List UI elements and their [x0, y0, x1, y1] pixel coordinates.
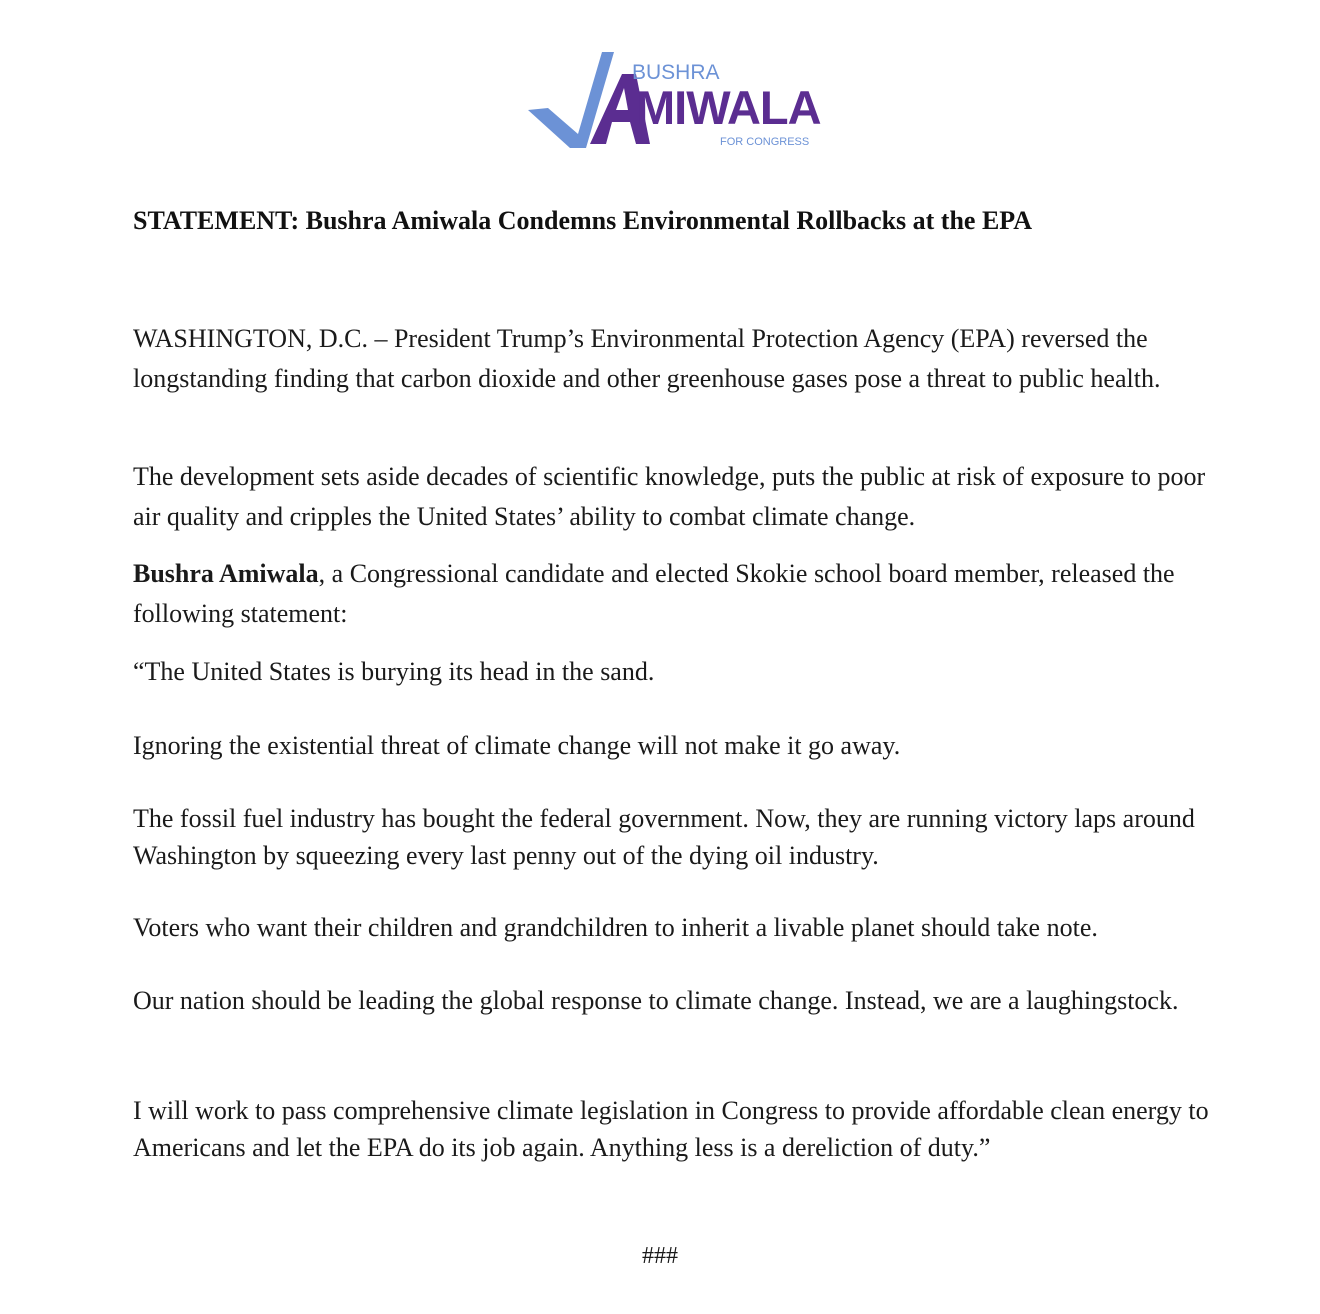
campaign-logo	[526, 48, 822, 152]
development-paragraph: The development sets aside decades of scientific knowledge, puts the public at risk of exposure to poor air quality and cripples the United States’ ability to combat climate change.	[133, 462, 1206, 531]
logo-first-name: BUSHRA	[632, 61, 720, 84]
end-of-release-mark: ###	[642, 1243, 678, 1269]
logo-tagline: FOR CONGRESS	[720, 136, 810, 148]
logo-last-name: MIWALA	[636, 81, 821, 134]
candidate-intro-paragraph	[133, 554, 1213, 634]
quote-paragraph-1: “The United States is burying its head in the sand.	[133, 657, 655, 686]
quote-paragraph-6: I will work to pass comprehensive climate legislation in Congress to provide affordable clean energy to Americans and let the EPA do its job again. Anything less is a dereliction of duty.”	[133, 1096, 1209, 1162]
statement-headline: STATEMENT: Bushra Amiwala Condemns Environmental Rollbacks at the EPA	[133, 206, 1033, 235]
checkmark-a-logo-icon	[526, 48, 822, 152]
dateline-paragraph: WASHINGTON, D.C. – President Trump’s Environmental Protection Agency (EPA) reversed the longstanding finding that carbon dioxide and other greenhouse gases pose a threat to public health.	[133, 324, 1161, 393]
candidate-name: Bushra Amiwala	[133, 559, 319, 588]
quote-paragraph-2: Ignoring the existential threat of climate change will not make it go away.	[133, 731, 901, 760]
candidate-intro-rest: , a Congressional candidate and elected Skokie school board member, released the following statement:	[133, 559, 1175, 628]
quote-paragraph-4: Voters who want their children and grandchildren to inherit a livable planet should take note.	[133, 913, 1098, 942]
quote-paragraph-3: The fossil fuel industry has bought the federal government. Now, they are running victory laps around Washington by squeezing every last penny out of the dying oil industry.	[133, 804, 1195, 870]
quote-paragraph-5: Our nation should be leading the global response to climate change. Instead, we are a laughingstock.	[133, 986, 1179, 1015]
